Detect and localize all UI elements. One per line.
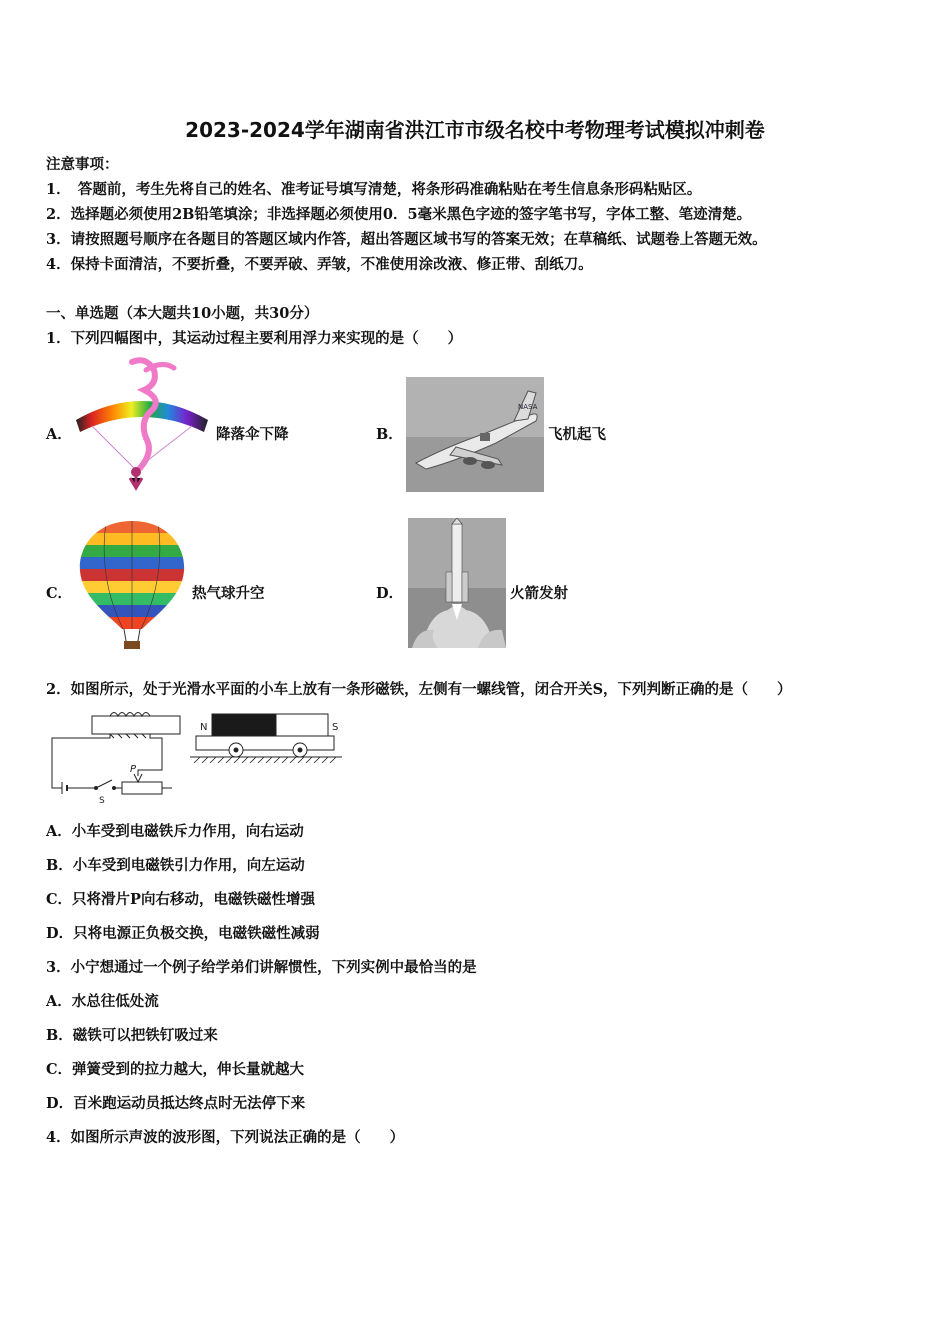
- q1-option-b-letter: B．: [376, 426, 403, 443]
- q2-option-b: B．小车受到电磁铁引力作用，向左运动: [46, 857, 305, 874]
- q2-option-a: A．小车受到电磁铁斥力作用，向右运动: [46, 823, 304, 840]
- notice-heading: 注意事项：: [46, 156, 119, 173]
- q2-option-d: D．只将电源正负极交换，电磁铁磁性减弱: [46, 925, 320, 942]
- q1-option-c-caption: 热气球升空: [192, 585, 265, 602]
- q3-option-c: C．弹簧受到的拉力越大，伸长量就越大: [46, 1061, 305, 1078]
- magnet-n-label: N: [200, 722, 208, 733]
- q1-option-c-letter: C．: [46, 585, 73, 602]
- q2-stem: 2．如图所示，处于光滑水平面的小车上放有一条形磁铁，左侧有一螺线管，闭合开关S，下列判断正确的是（ ）: [46, 681, 792, 698]
- hot-air-balloon-image: [76, 519, 188, 651]
- page-title: 2023-2024学年湖南省洪江市市级名校中考物理考试模拟冲刺卷: [185, 118, 765, 142]
- q1-stem: 1．下列四幅图中，其运动过程主要利用浮力来实现的是（ ）: [46, 330, 463, 347]
- q3-option-b: B．磁铁可以把铁钉吸过来: [46, 1027, 218, 1044]
- q1-option-d-letter: D．: [376, 585, 404, 602]
- rocket-launch-image: [408, 518, 506, 648]
- q2-option-c: C．只将滑片P向右移动，电磁铁磁性增强: [46, 891, 315, 908]
- q3-option-d: D．百米跑运动员抵达终点时无法停下来: [46, 1095, 306, 1112]
- q3-option-a: A．水总往低处流: [46, 993, 159, 1010]
- q4-stem: 4．如图所示声波的波形图，下列说法正确的是（ ）: [46, 1129, 405, 1146]
- section-heading: 一、单选题（本大题共10小题，共30分）: [46, 305, 319, 322]
- q3-stem: 3．小宁想通过一个例子给学弟们讲解惯性，下列实例中最恰当的是: [46, 959, 477, 976]
- q1-option-b-caption: 飞机起飞: [548, 426, 606, 443]
- q1-option-d-caption: 火箭发射: [510, 585, 568, 602]
- switch-s-label: S: [99, 796, 105, 806]
- q1-option-a-letter: A．: [46, 426, 72, 443]
- notice-item-2: 2．选择题必须使用2B铅笔填涂；非选择题必须使用0．5毫米黑色字迹的签字笔书写，字体工整、笔迹清楚。: [46, 206, 752, 223]
- q2-circuit-figure: [44, 708, 350, 808]
- airplane-image: [406, 377, 544, 492]
- notice-item-4: 4．保持卡面清洁，不要折叠，不要弄破、弄皱，不准使用涂改液、修正带、刮纸刀。: [46, 256, 593, 273]
- svg-text:NASA: NASA: [518, 403, 538, 411]
- slider-p-label: P: [130, 764, 137, 775]
- parachute-image: [72, 356, 212, 492]
- notice-item-3: 3．请按照题号顺序在各题目的答题区域内作答，超出答题区域书写的答案无效；在草稿纸、试题卷上答题无效。: [46, 231, 767, 248]
- notice-item-1: 1． 答题前，考生先将自己的姓名、准考证号填写清楚，将条形码准确粘贴在考生信息条形码粘贴区。: [46, 181, 702, 198]
- magnet-s-label: S: [332, 722, 339, 733]
- q1-option-a-caption: 降落伞下降: [216, 426, 289, 443]
